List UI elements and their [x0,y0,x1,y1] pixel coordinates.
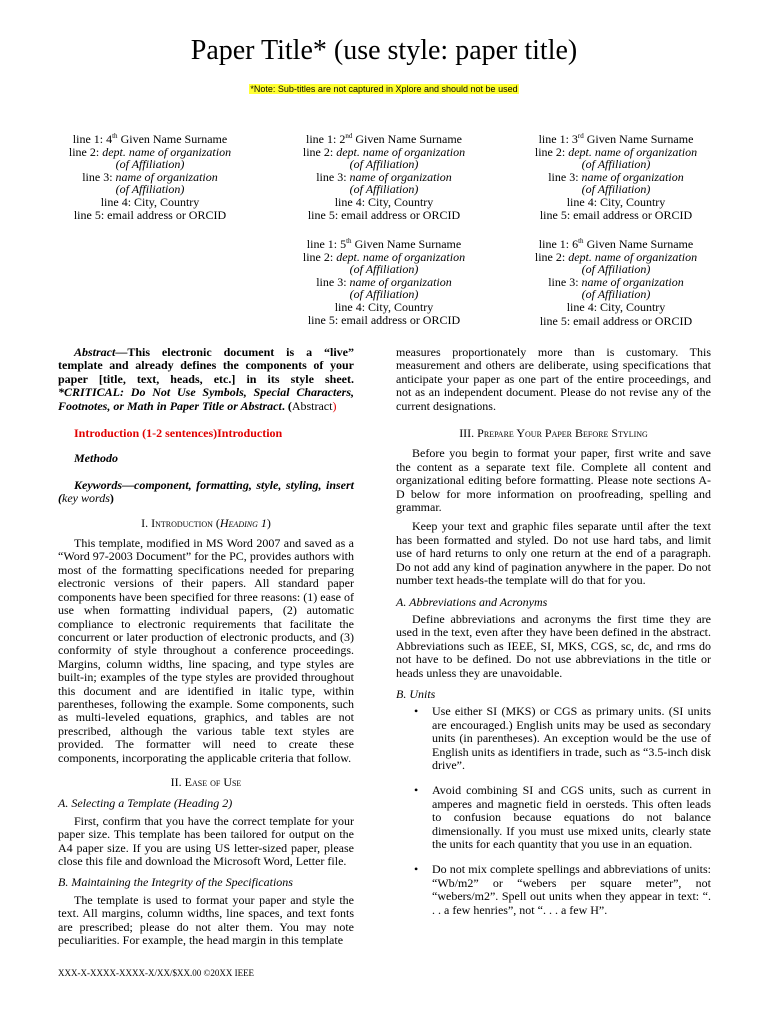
list-item: • Use either SI (MKS) or CGS as primary units. (SI units are encouraged.) English units may be used as secondary units (in parentheses). An exception would be the use of English units as identifiers in trade, such as “3.5-inch disk drive”. [414,704,711,772]
author-line5: line 5: email address or ORCID [307,312,461,327]
author-line4: line 4: City, Country [566,194,666,209]
author-line2b: (of Affiliation) [581,262,651,277]
bullet-icon: • [414,862,419,877]
author-line2: line 2: dept. name of organization [302,249,466,264]
author-line5: line 5: email address or ORCID [73,207,227,222]
bullet-icon: • [414,783,419,798]
note-line [0,82,768,95]
author-line3b: (of Affiliation) [349,182,419,197]
author-line3: line 3: name of organization [316,169,452,184]
intro-line: Introduction (1-2 sentences)Introduction [74,426,283,441]
methodo-line: Methodo [74,451,119,466]
author-line1: line 1: 4th Given Name Surname [72,132,228,146]
right-column [396,346,711,929]
author-block-1 [40,133,260,221]
abbreviations-paragraph: Define abbreviations and acronyms the first time they are used in the text, even after they have been defined in the abstract. Abbreviations such as IEEE, SI, MKS, CGS, sc, dc, and rms do not have to be defined. Do not use abbreviations in the title or heads unless they are unavoidable. [396,611,711,680]
integrity-paragraph: The template is used to format your paper and style the text. All margins, column widths, line spaces, and text fonts are prescribed; please do not alter them. You may note peculiarities. For example, the head margin in this template [58,892,354,948]
section-heading-prepare: III. Prepare Your Paper Before Styling [459,426,648,441]
author-line2: line 2: dept. name of organization [68,144,232,159]
left-column [58,346,354,947]
author-line2b: (of Affiliation) [349,157,419,172]
subheading-units: B. Units [396,686,436,701]
author-line1: line 1: 6th Given Name Surname [538,237,694,251]
subheading-abbreviations: A. Abbreviations and Acronyms [396,594,548,609]
prepare-paragraph-1: Before you begin to format your paper, first write and save the content as a separate text file. Complete all content and organizational editing before formatting. Please note sections A-D below for more information on proofreading, spelling and grammar. [396,446,711,515]
author-line2b: (of Affiliation) [581,157,651,172]
introduction-paragraph: This template, modified in MS Word 2007 and saved as a “Word 97-2003 Document” for the PC, provides authors with most of the formatting specifications needed for preparing electronic versions of their papers. All standard paper components have been specified for three reasons: (1) ease of use when formatting individual papers, (2) automatic compliance to electronic requirements that facilitate the concurrent or later production of electronic products, and (3) conformity of style throughout a conference proceedings. Margins, column widths, line spacing, and type styles are built-in; examples of the type styles are provided throughout this document and are identified in italic type, within parentheses, following the example. Some components, such as multi-leveled equations, graphics, and tables are not prescribed, although the various table text styles are provided. The formatter will need to create these components, incorporating the applicable criteria that follow. [58,536,354,765]
author-block-2 [274,133,494,221]
list-item: • Do not mix complete spellings and abbreviations of units: “Wb/m2” or “webers per square meter”, not “webers/m2”. Spell out units when they appear in text: “. . . a few henries”, not “. . . a few H”. [414,862,711,917]
author-line5: line 5: email address or ORCID [539,313,693,328]
author-line3b: (of Affiliation) [115,182,185,197]
author-line2: line 2: dept. name of organization [534,144,698,159]
copyright-footer: XXX-X-XXXX-XXXX-X/XX/$XX.00 ©20XX IEEE [58,968,255,978]
author-line4: line 4: City, Country [100,194,200,209]
paper-title: Paper Title* (use style: paper title) [190,35,578,66]
units-list [396,705,711,917]
author-line4: line 4: City, Country [334,299,434,314]
author-line2b: (of Affiliation) [115,157,185,172]
integrity-paragraph-cont: measures proportionately more than is customary. This measurement and others are deliberate, using specifications that anticipate your paper as one part of the entire proceedings, and not as an independent document. Please do not revise any of the current designations. [396,345,711,413]
author-line3: line 3: name of organization [82,169,218,184]
subheading-selecting-template: A. Selecting a Template (Heading 2) [58,796,233,811]
prepare-paragraph-2: Keep your text and graphic files separate until after the text has been formatted and styled. Do not use hard tabs, and limit use of hard returns to only one return at the end of a paragraph. Do not add any kind of pagination anywhere in the paper. Do not number text heads-the template will do that for you. [396,519,711,588]
author-line2: line 2: dept. name of organization [534,249,698,264]
author-line5: line 5: email address or ORCID [307,207,461,222]
author-line3b: (of Affiliation) [581,287,651,302]
subtitle-note: *Note: Sub-titles are not captured in Xplore and should not be used [250,84,518,94]
list-item: • Avoid combining SI and CGS units, such as current in amperes and magnetic field in oersteds. This often leads to confusion because equations do not balance dimensionally. If you must use mixed units, clearly state the units for each quantity that you use in an equation. [414,783,711,851]
selecting-template-paragraph: First, confirm that you have the correct template for your paper size. This template has been tailored for output on the A4 paper size. If you are using US letter-sized paper, please close this file and download the Microsoft Word, Letter file. [58,813,354,868]
author-line4: line 4: City, Country [566,299,666,314]
bullet-icon: • [414,704,419,719]
author-line1: line 1: 3rd Given Name Surname [538,132,694,146]
author-line3b: (of Affiliation) [349,287,419,302]
author-line2b: (of Affiliation) [349,262,419,277]
section-heading-ease-of-use: II. Ease of Use [170,774,242,789]
author-block-5 [506,238,726,327]
author-line3b: (of Affiliation) [581,182,651,197]
author-line2: line 2: dept. name of organization [302,144,466,159]
section-heading-introduction: I. Introduction (Heading 1) [141,515,271,530]
author-line1: line 1: 5th Given Name Surname [306,237,462,251]
author-line3: line 3: name of organization [548,274,684,289]
subheading-integrity: B. Maintaining the Integrity of the Specifications [58,875,293,890]
author-block-3 [506,133,726,221]
author-line3: line 3: name of organization [548,169,684,184]
author-line4: line 4: City, Country [334,194,434,209]
abstract: Abstract—This electronic document is a “live” template and already defines the components of your paper [title, text, heads, etc.] in its style sheet. *CRITICAL: Do Not Use Symbols, Special Characters, Footnotes, or Math in Paper Title or Abstract. (Abstract) [58,345,354,413]
author-block-4 [274,238,494,326]
author-line3: line 3: name of organization [316,274,452,289]
author-line5: line 5: email address or ORCID [539,207,693,222]
author-line1: line 1: 2nd Given Name Surname [306,132,462,146]
keywords: Keywords—component, formatting, style, styling, insert (key words) [58,477,354,506]
